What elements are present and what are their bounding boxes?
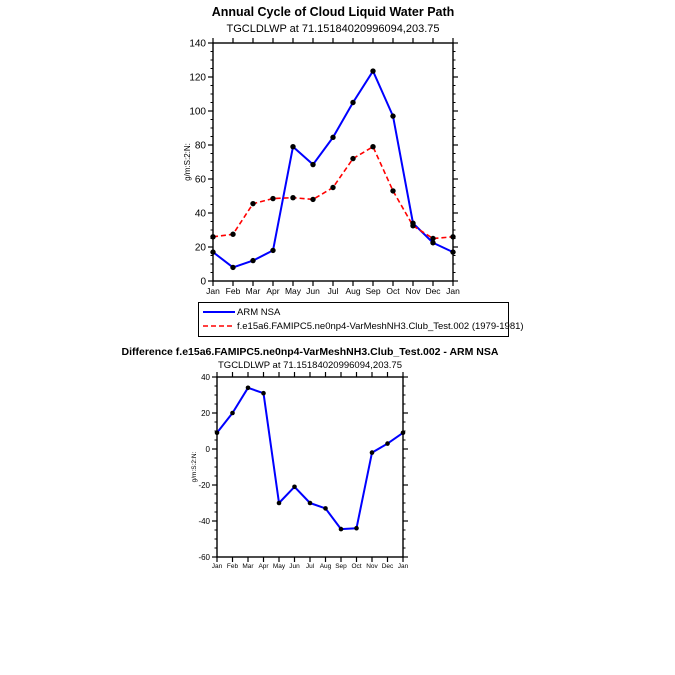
- data-point-marker: [292, 485, 297, 490]
- data-point-marker: [308, 501, 313, 506]
- x-tick-label: Apr: [258, 563, 269, 570]
- data-point-marker: [385, 441, 390, 446]
- x-tick-label: Aug: [319, 563, 332, 570]
- x-tick-label: Mar: [245, 286, 261, 296]
- legend-entry-arm-nsa: [202, 305, 505, 319]
- data-point-marker: [270, 196, 275, 201]
- data-point-marker: [350, 100, 355, 105]
- x-tick-label: Jul: [305, 563, 315, 570]
- plot-border: [217, 377, 403, 557]
- data-point-marker: [261, 391, 266, 396]
- data-point-marker: [410, 223, 415, 228]
- data-point-marker: [290, 144, 295, 149]
- data-point-marker: [370, 68, 375, 73]
- x-tick-label: Mar: [242, 563, 254, 570]
- data-point-marker: [323, 506, 328, 511]
- y-tick-label: 80: [194, 140, 206, 152]
- legend-line-sample-blue: [202, 306, 236, 318]
- bottom-chart-title: Difference f.e15a6.FAMIPC5.ne0np4-VarMeshNH3.Club_Test.002 - ARM NSA: [121, 346, 499, 358]
- legend-box: [198, 302, 524, 337]
- data-point-marker: [370, 144, 375, 149]
- data-point-marker: [210, 234, 215, 239]
- x-tick-label: Apr: [266, 286, 280, 296]
- data-point-marker: [450, 234, 455, 239]
- x-tick-label: Feb: [226, 563, 239, 570]
- y-tick-label: 0: [205, 444, 210, 454]
- x-tick-label: Nov: [366, 563, 378, 570]
- y-axis-label: g/m:S:2:N:: [191, 451, 198, 483]
- top-chart-plot: [150, 0, 530, 300]
- x-tick-label: Jan: [446, 286, 460, 296]
- series-line-solid: [217, 388, 403, 529]
- data-point-marker: [350, 156, 355, 161]
- x-tick-label: Feb: [225, 286, 241, 296]
- x-tick-label: Jun: [306, 286, 320, 296]
- x-tick-label: Nov: [405, 286, 421, 296]
- legend-entry-model-run: [202, 319, 524, 333]
- data-point-marker: [250, 258, 255, 263]
- data-point-marker: [246, 386, 251, 391]
- x-tick-label: Dec: [425, 286, 441, 296]
- x-tick-label: Oct: [351, 563, 362, 570]
- y-tick-label: 40: [201, 372, 210, 382]
- x-tick-label: Jan: [206, 286, 220, 296]
- x-tick-label: Jan: [211, 563, 223, 570]
- x-tick-label: Dec: [381, 563, 394, 570]
- data-point-marker: [330, 185, 335, 190]
- data-point-marker: [390, 113, 395, 118]
- y-axis-label: g/m:S:2:N:: [183, 143, 192, 181]
- legend-line-sample-red-dashed: [202, 320, 236, 332]
- x-tick-label: Jan: [397, 563, 409, 570]
- data-point-marker: [339, 527, 344, 532]
- y-tick-label: 140: [189, 38, 206, 50]
- y-tick-label: 40: [194, 208, 206, 220]
- y-tick-label: -60: [198, 552, 210, 562]
- x-tick-label: May: [272, 563, 286, 570]
- series-line-dashed: [213, 147, 453, 239]
- top-chart-title: Annual Cycle of Cloud Liquid Water Path: [211, 5, 455, 19]
- y-tick-label: 120: [189, 72, 206, 84]
- bottom-chart-plot: [150, 340, 480, 575]
- x-tick-label: Sep: [335, 563, 347, 570]
- y-tick-label: 0: [200, 276, 206, 288]
- data-point-marker: [277, 501, 282, 506]
- data-point-marker: [430, 236, 435, 241]
- data-point-marker: [270, 248, 275, 253]
- x-tick-label: Sep: [365, 286, 381, 296]
- data-point-marker: [401, 431, 406, 436]
- data-point-marker: [230, 232, 235, 237]
- data-point-marker: [310, 162, 315, 167]
- data-point-marker: [215, 431, 220, 436]
- x-tick-label: Oct: [386, 286, 400, 296]
- data-point-marker: [330, 135, 335, 140]
- x-tick-label: Jul: [327, 286, 339, 296]
- top-chart-subtitle: TGCLDLWP at 71.15184020996094,203.75: [226, 23, 440, 35]
- y-tick-label: 100: [189, 106, 206, 118]
- bottom-chart-subtitle: TGCLDLWP at 71.15184020996094,203.75: [218, 360, 402, 371]
- data-point-marker: [290, 195, 295, 200]
- y-tick-label: 20: [201, 408, 210, 418]
- y-tick-label: -20: [198, 480, 210, 490]
- y-tick-label: 20: [194, 242, 206, 254]
- data-point-marker: [230, 265, 235, 270]
- legend-label: ARM NSA: [237, 306, 281, 318]
- y-tick-label: -40: [198, 516, 210, 526]
- legend-label: f.e15a6.FAMIPC5.ne0np4-VarMeshNH3.Club_Test.002 (1979-1981): [237, 320, 524, 332]
- data-point-marker: [390, 188, 395, 193]
- data-point-marker: [210, 249, 215, 254]
- x-tick-label: Aug: [345, 286, 361, 296]
- data-point-marker: [310, 197, 315, 202]
- data-point-marker: [354, 526, 359, 531]
- data-point-marker: [230, 411, 235, 416]
- data-point-marker: [450, 249, 455, 254]
- x-tick-label: May: [284, 286, 302, 296]
- data-point-marker: [250, 201, 255, 206]
- x-tick-label: Jun: [289, 563, 300, 570]
- y-tick-label: 60: [194, 174, 206, 186]
- data-point-marker: [370, 450, 375, 455]
- plot-border: [213, 43, 453, 281]
- series-line-solid: [213, 71, 453, 267]
